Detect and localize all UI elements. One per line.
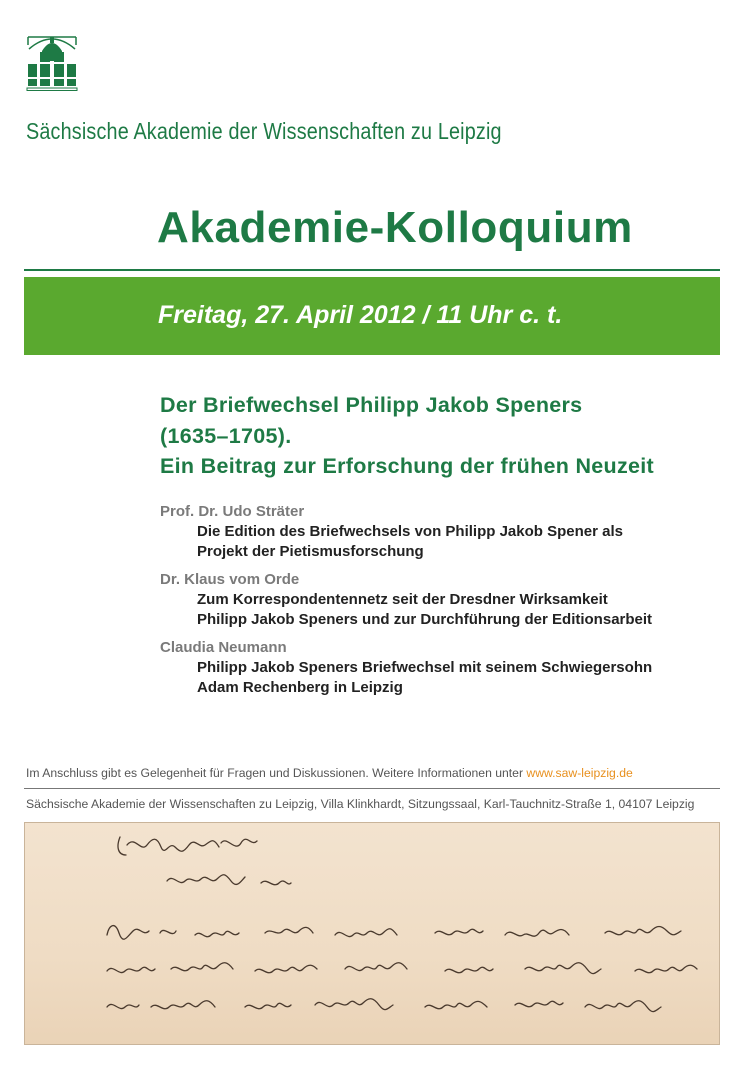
talk-title-line: Philipp Jakob Speners Briefwechsel mit seinem Schwiegersohn [197, 659, 653, 676]
talk-title-line: Zum Korrespondentennetz seit der Dresdner Wirksamkeit [197, 591, 608, 608]
talk-title-line: Projekt der Pietismusforschung [197, 543, 424, 560]
speaker-name: Claudia Neumann [160, 639, 287, 656]
academy-logo-icon [26, 33, 78, 91]
talk-title [197, 522, 720, 562]
talk-title [197, 590, 720, 630]
venue-address: Sächsische Akademie der Wissenschaften zu Leipzig, Villa Klinkhardt, Sitzungssaal, Karl-Tauchnitz-Straße 1, 04107 Leipzig [26, 797, 695, 811]
subtitle-line: (1635–1705). [160, 423, 292, 448]
organization-name: Sächsische Akademie der Wissenschaften zu Leipzig [26, 118, 502, 144]
colloquium-subtitle [160, 390, 654, 482]
talk-list [160, 502, 720, 706]
footer-note-text: Im Anschluss gibt es Gelegenheit für Fragen und Diskussionen. Weitere Informationen unter [26, 766, 527, 780]
date-banner [24, 277, 720, 355]
page-title: Akademie-Kolloquium [157, 203, 633, 252]
talk-title [197, 658, 720, 698]
footer-divider [24, 788, 720, 789]
speaker-name: Prof. Dr. Udo Sträter [160, 503, 305, 520]
talk-item [160, 570, 720, 630]
talk-item [160, 638, 720, 698]
talk-title-line: Philipp Jakob Speners und zur Durchführung der Editionsarbeit [197, 611, 653, 628]
talk-item [160, 502, 720, 562]
title-divider [24, 269, 720, 271]
event-date: Freitag, 27. April 2012 / 11 Uhr c. t. [158, 301, 563, 329]
subtitle-line: Der Briefwechsel Philipp Jakob Speners [160, 393, 583, 417]
footer-note [26, 766, 633, 780]
handwritten-letter-image [24, 822, 720, 1045]
speaker-name: Dr. Klaus vom Orde [160, 571, 300, 588]
talk-title-line: Adam Rechenberg in Leipzig [197, 679, 403, 696]
subtitle-line: Ein Beitrag zur Erforschung der frühen Neuzeit [160, 454, 655, 478]
talk-title-line: Die Edition des Briefwechsels von Philipp Jakob Spener als [197, 523, 623, 540]
website-link[interactable]: www.saw-leipzig.de [526, 766, 633, 780]
